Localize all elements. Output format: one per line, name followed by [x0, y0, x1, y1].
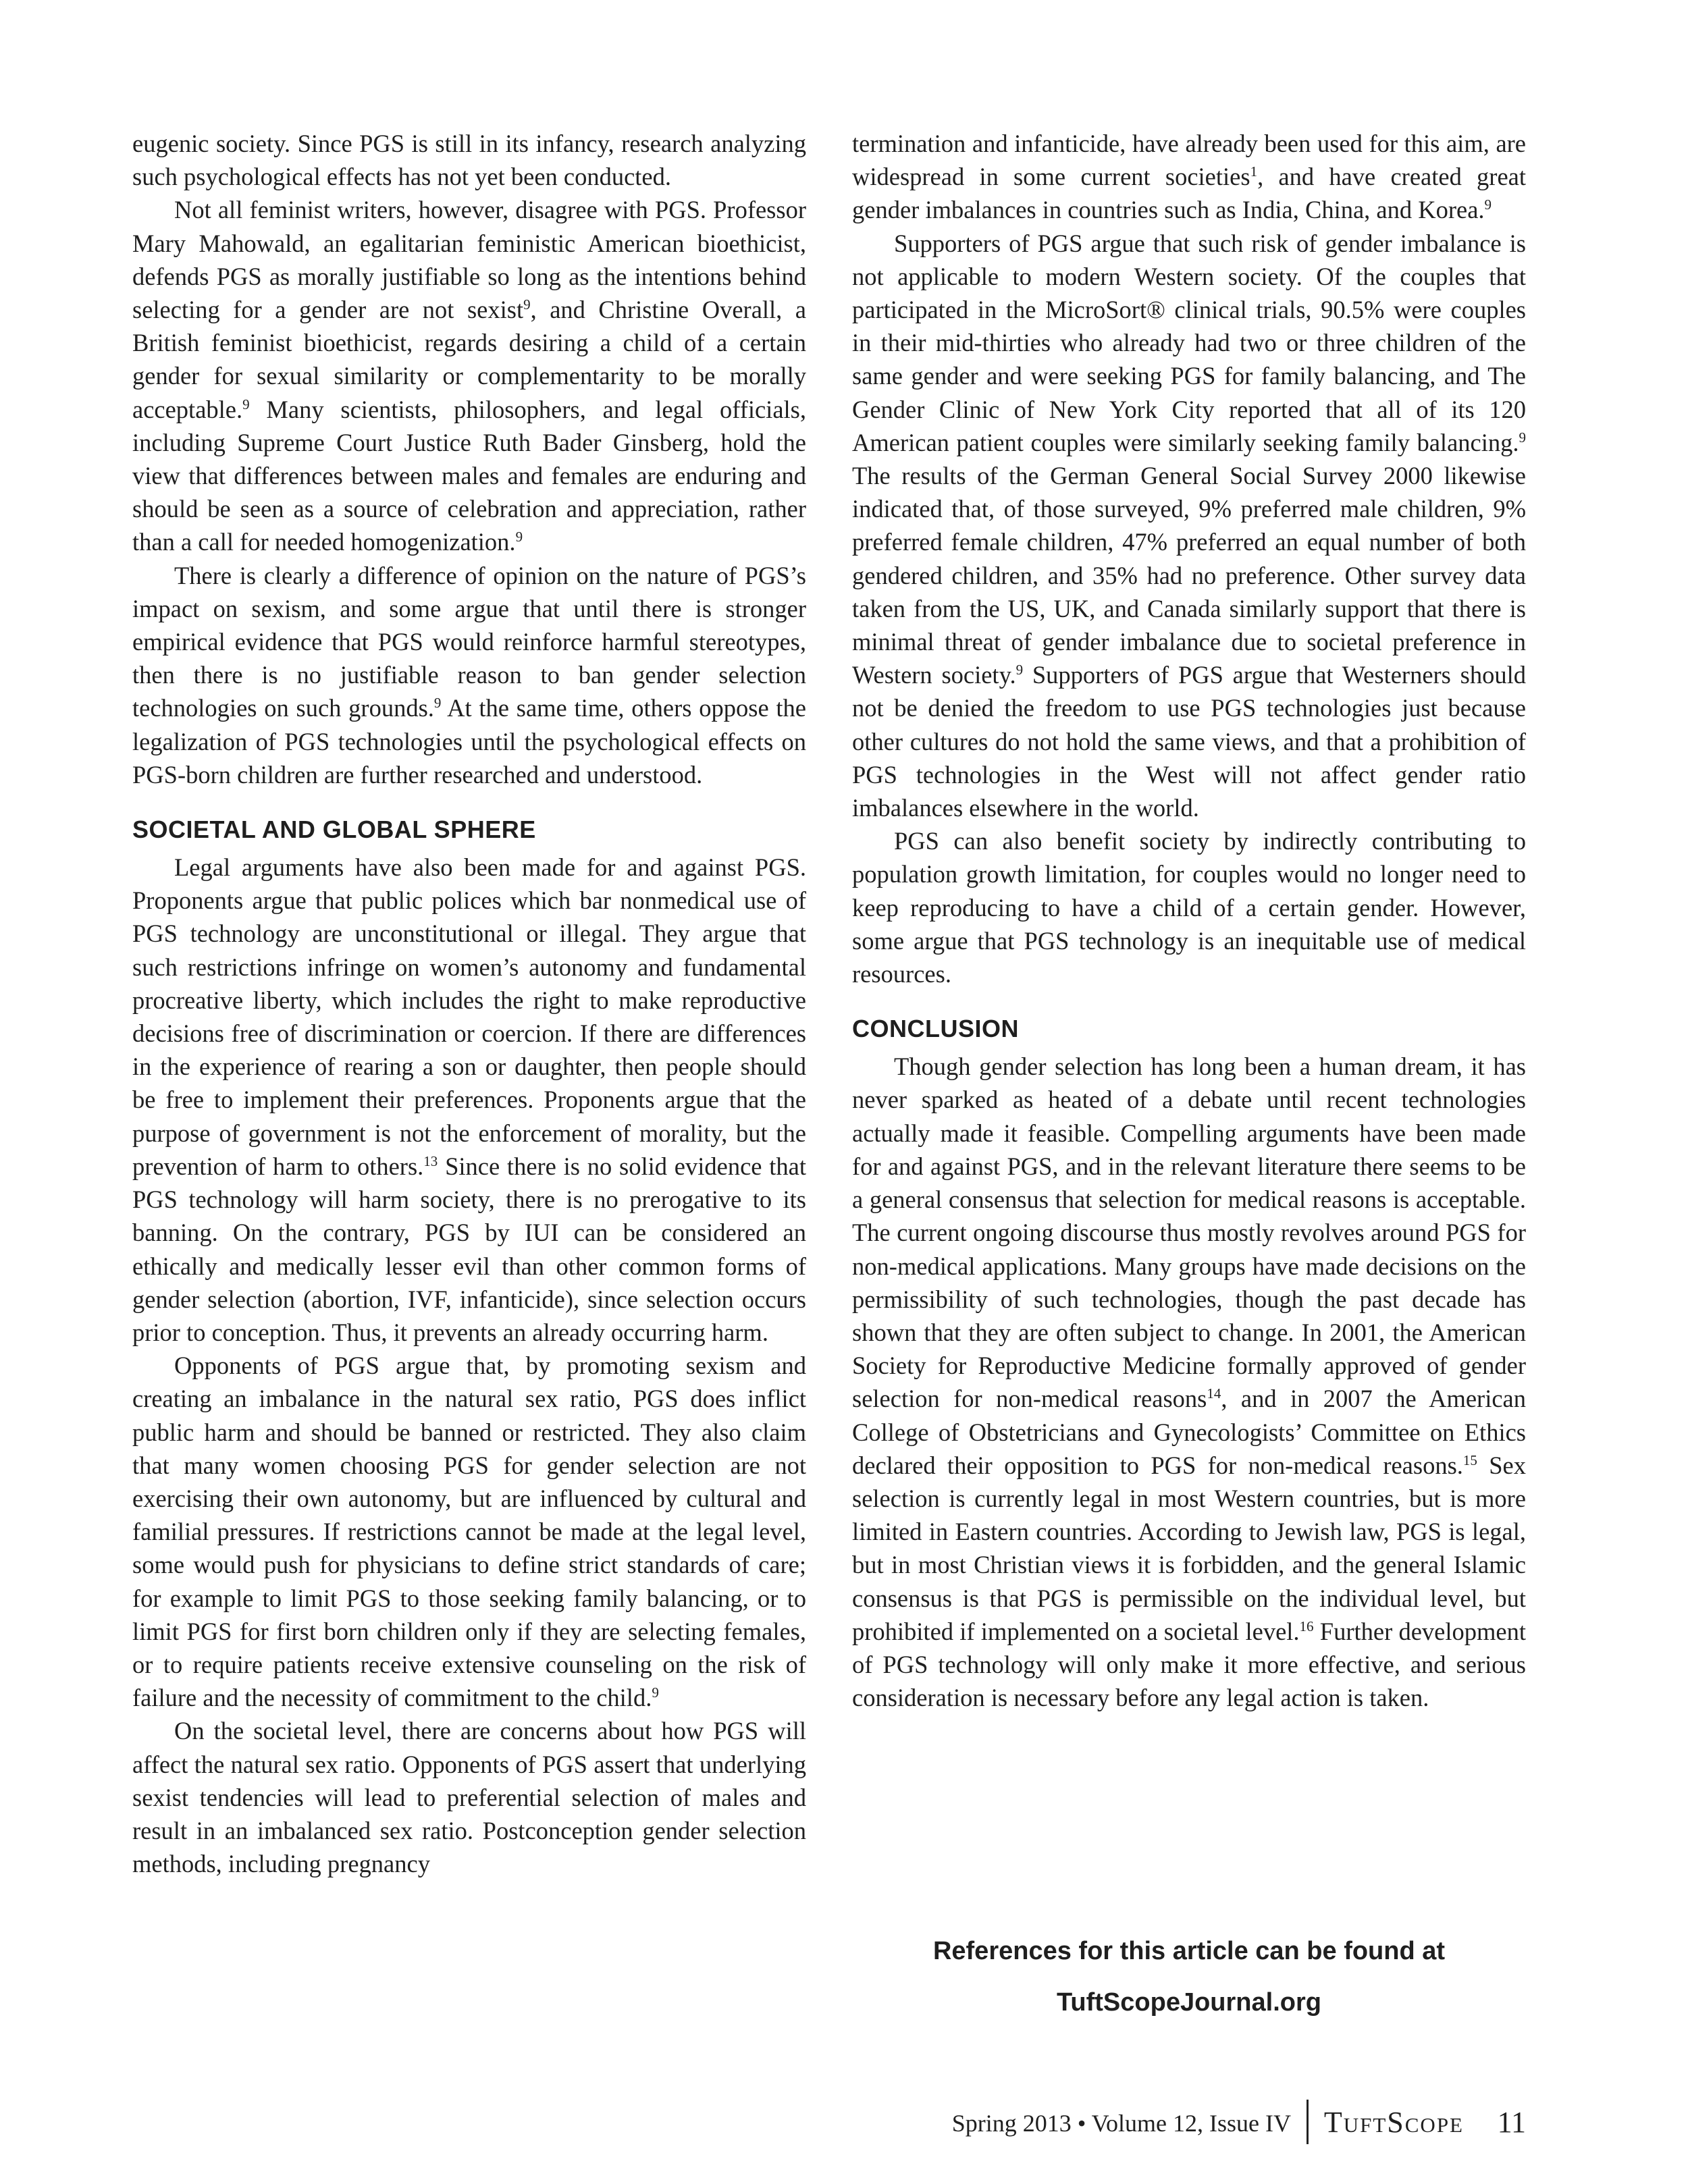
paragraph-text: Though gender selection has long been a human dream, it has never sparked as heated of a debate until recent technologies actually made it feasible. Compelling arguments have been made for and against PGS, and in the relevant literature there seems to be a general consensus that selection for medical reasons is acceptable. The current ongoing discourse thus mostly revolves around PGS for non-medical applications. Many groups have made decisions on the permissibility of such technologies, though the past decade has shown that they are often subject to change. In 2001, the American Society for Reproductive Medicine formally approved of gender selection for non-medical reasons	[852, 1053, 1526, 1413]
paragraph-text: PGS can also benefit society by indirectly contributing to population growth limitation, for couples would no longer need to keep reproducing to have a child of a certain gender. However, some argue that PGS technology is an inequitable use of medical resources.	[852, 827, 1526, 988]
citation-superscript: 9	[242, 396, 250, 412]
journal-name: TuftScope	[1323, 2106, 1464, 2139]
references-note	[852, 1925, 1526, 2028]
paragraph	[132, 193, 806, 558]
citation-superscript: 14	[1207, 1385, 1221, 1402]
section-heading: SOCIETAL AND GLOBAL SPHERE	[132, 816, 536, 844]
right-column	[852, 127, 1526, 1714]
paragraph	[132, 1349, 806, 1714]
paragraph-text: eugenic society. Since PGS is still in its infancy, research analyzing such psychological effects has not yet been conducted.	[132, 130, 806, 191]
paragraph-text: , and Christine Overall, a British feminist bioethicist, regards desiring a child of a certain gender for sexual similarity or complementarity to be morally acceptable.	[132, 296, 806, 423]
paragraph-text: There is clearly a difference of opinion on the nature of PGS’s impact on sexism, and some argue that until there is stronger empirical evidence that PGS would reinforce harmful stereotypes, then there is no justifiable reason to ban gender selection technologies on such grounds.	[132, 561, 806, 722]
citation-superscript: 9	[1519, 429, 1526, 446]
paragraph	[132, 127, 806, 193]
paragraph-text: Legal arguments have also been made for and against PGS. Proponents argue that public polices which bar nonmedical use of PGS technology are unconstitutional or illegal. They argue that such restrictions infringe on women’s autonomy and fundamental procreative liberty, which includes the right to make reproductive decisions free of discrimination or coercion. If there are differences in the experience of rearing a son or daughter, then people should be free to implement their preferences. Proponents argue that the purpose of government is not the enforcement of morality, but the prevention of harm to others.	[132, 853, 806, 1180]
paragraph-text: , and in 2007 the American College of Obstetricians and Gynecologists’ Committee on Ethics declared their opposition to PGS for non-medical reasons.	[852, 1385, 1526, 1479]
paragraph-text: Supporters of PGS argue that Westerners should not be denied the freedom to use PGS technologies just because other cultures do not hold the same views, and that a prohibition of PGS technologies in the West will not affect gender ratio imbalances elsewhere in the world.	[852, 661, 1526, 822]
paragraph-text: Sex selection is currently legal in most Western countries, but is more limited in Eastern countries. According to Jewish law, PGS is legal, but in most Christian views it is forbidden, and the general Islamic consensus is that PGS is permissible on the individual level, but prohibited if implemented on a societal level.	[852, 1451, 1526, 1645]
citation-superscript: 1	[1250, 163, 1258, 180]
paragraph-text: , and have created great gender imbalances in countries such as India, China, and Korea.	[852, 163, 1526, 224]
paragraph-text: Opponents of PGS argue that, by promoting sexism and creating an imbalance in the natural sex ratio, PGS does inflict public harm and should be banned or restricted. They also claim that many women choosing PGS for gender selection are not exercising their own autonomy, but are influenced by cultural and familial pressures. If restrictions cannot be made at the legal level, some would push for physicians to define strict standards of care; for example to limit PGS to those seeking family balancing, or to limit PGS for first born children only if they are selecting females, or to require patients receive extensive counseling on the risk of failure and the necessity of commitment to the child.	[132, 1352, 806, 1712]
citation-superscript: 16	[1299, 1618, 1314, 1634]
paragraph-text: At the same time, others oppose the legalization of PGS technologies until the psychological effects on PGS-born children are further researched and understood.	[132, 694, 806, 789]
paragraph-text: Not all feminist writers, however, disagree with PGS. Professor Mary Mahowald, an egalitarian feministic American bioethicist, defends PGS as morally justifiable so long as the intentions behind selecting for a gender are not sexist	[132, 196, 806, 324]
paragraph-text: Supporters of PGS argue that such risk of gender imbalance is not applicable to modern Western society. Of the couples that participated in the MicroSort® clinical trials, 90.5% were couples in their mid-thirties who already had two or three children of the same gender and were seeking PGS for family balancing, and The Gender Clinic of New York City reported that all of its 120 American patient couples were similarly seeking family balancing.	[852, 229, 1526, 456]
left-column	[132, 127, 806, 1880]
paragraph-text: Further development of PGS technology will only make it more effective, and serious consideration is necessary before any legal action is taken.	[852, 1617, 1526, 1712]
paragraph	[852, 824, 1526, 990]
citation-superscript: 9	[433, 695, 442, 712]
references-link[interactable]: TuftScopeJournal.org	[1057, 1988, 1321, 2017]
paragraph-text: On the societal level, there are concerns about how PGS will affect the natural sex ratio. Opponents of PGS assert that underlying sexist tendencies will lead to preferential selection of males and result in an imbalanced sex ratio. Postconception gender selection methods, including pregnancy	[132, 1717, 806, 1878]
paragraph-text: The results of the German General Social Survey 2000 likewise indicated that, of those surveyed, 9% preferred male children, 9% preferred female children, 47% preferred an equal number of both gendered children, and 35% had no preference. Other survey data taken from the US, UK, and Canada similarly support that there is minimal threat of gender imbalance due to societal preference in Western society.	[852, 462, 1526, 689]
paragraph	[852, 227, 1526, 825]
citation-superscript: 9	[1484, 196, 1492, 213]
page-number: 11	[1497, 2106, 1526, 2139]
citation-superscript: 9	[1016, 662, 1024, 678]
citation-superscript: 9	[523, 296, 531, 313]
paragraph	[852, 127, 1526, 227]
paragraph	[132, 851, 806, 1349]
citation-superscript: 9	[515, 529, 523, 545]
issue-info: Spring 2013 • Volume 12, Issue IV	[951, 2110, 1291, 2137]
references-line: References for this article can be found at	[932, 1937, 1446, 1965]
paragraph	[132, 1714, 806, 1880]
section-heading: CONCLUSION	[852, 1015, 1019, 1043]
paragraph	[852, 1050, 1526, 1714]
footer-divider	[1307, 2100, 1309, 2144]
paragraph	[132, 559, 806, 791]
page-footer	[878, 2100, 1526, 2147]
paragraph-text: termination and infanticide, have already been used for this aim, are widespread in some current societies	[852, 130, 1526, 191]
citation-superscript: 15	[1462, 1451, 1477, 1468]
citation-superscript: 13	[423, 1152, 438, 1169]
paragraph-text: Since there is no solid evidence that PGS technology will harm society, there is no prerogative to its banning. On the contrary, PGS by IUI can be considered an ethically and medically lesser evil than other common forms of gender selection (abortion, IVF, infanticide), since selection occurs prior to conception. Thus, it prevents an already occurring harm.	[132, 1152, 806, 1346]
paragraph-text: Many scientists, philosophers, and legal officials, including Supreme Court Justice Ruth Bader Ginsberg, hold the view that differences between males and females are enduring and should be seen as a source of celebration and appreciation, rather than a call for needed homogenization.	[132, 395, 806, 556]
citation-superscript: 9	[652, 1684, 659, 1701]
